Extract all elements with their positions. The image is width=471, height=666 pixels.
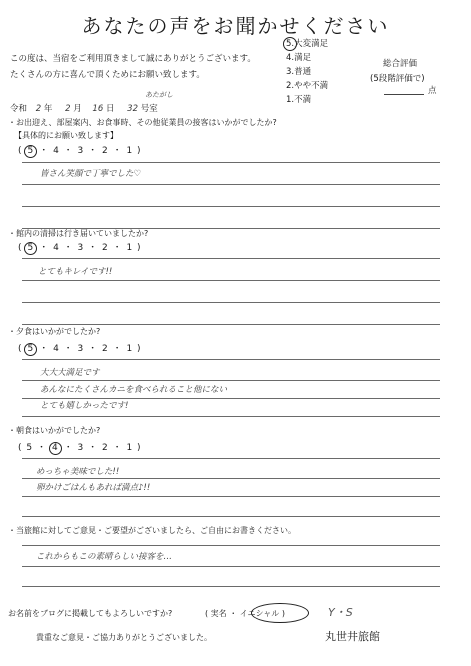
day-value: 16 xyxy=(92,104,104,114)
scale-item-3: 3.普通 xyxy=(286,67,312,77)
q3-question: ・夕食はいかがでしたか? xyxy=(8,327,101,336)
q1-sub: 【具体的にお願い致します】 xyxy=(14,131,118,140)
q3-rule xyxy=(22,416,440,417)
q2-rule xyxy=(22,302,440,303)
scale-item-2: 2.やや不満 xyxy=(286,81,329,91)
ryokan-name: 丸世井旅館 xyxy=(325,630,380,643)
date-room-line xyxy=(10,102,158,114)
q2-rule xyxy=(22,258,440,259)
q4-comment-1: めっちゃ美味でした!! xyxy=(36,467,120,477)
scale-5-circle-mark xyxy=(283,37,297,51)
year-unit: 年 xyxy=(43,104,53,114)
q5-rule xyxy=(22,545,440,546)
room-reading: あたがし xyxy=(145,91,173,99)
q2-rating-row: ( 5 ・ 4 ・ 3 ・ 2 ・ 1 ) xyxy=(18,243,142,253)
q3-comment-2: あんなにたくさんカニを食べられること他にない xyxy=(40,385,228,395)
blog-initials: Y・S xyxy=(328,606,353,619)
q5-rule xyxy=(22,586,440,587)
page-title: あなたの声をお聞かせください xyxy=(81,14,390,38)
points-unit: 点 xyxy=(428,86,437,96)
q3-rule xyxy=(22,359,440,360)
q4-rule xyxy=(22,478,440,479)
blog-options: ( 実名 ・ イニシャル ) xyxy=(205,609,285,618)
overall-score-blank xyxy=(384,94,424,95)
q1-rating-row: ( 5 ・ 4 ・ 3 ・ 2 ・ 1 ) xyxy=(18,146,142,156)
q4-rule xyxy=(22,458,440,459)
q4-rating-row: ( 5 ・ 4 ・ 3 ・ 2 ・ 1 ) xyxy=(18,443,142,453)
overall-rating-label: 総合評価 xyxy=(383,59,418,69)
q3-comment-1: 大大大満足です xyxy=(40,368,100,378)
room-value: 32 xyxy=(127,104,138,114)
q3-selected-5: 5 xyxy=(24,343,37,356)
q5-comment-1: これからもこの素晴らしい接客を… xyxy=(36,552,173,562)
q2-comment-1: とてもキレイです!! xyxy=(38,267,113,277)
scale-item-4: 4.満足 xyxy=(286,53,312,63)
q2-rule xyxy=(22,280,440,281)
q1-rule xyxy=(22,162,440,163)
scale-item-1: 1.不満 xyxy=(286,95,312,105)
option-initial-label: イニシャル xyxy=(239,609,280,618)
q2-selected-5: 5 xyxy=(24,242,37,255)
month-value: 2 xyxy=(65,104,71,114)
intro-line-1: この度は、当宿をご利用頂きまして誠にありがとうございます。 xyxy=(10,54,256,64)
q1-rule xyxy=(22,184,440,185)
q3-rule xyxy=(22,380,440,381)
q3-rating-row: ( 5 ・ 4 ・ 3 ・ 2 ・ 1 ) xyxy=(18,344,142,354)
q1-rule xyxy=(22,206,440,207)
initial-selected-mark xyxy=(251,603,309,623)
q2-rule xyxy=(22,324,440,325)
room-unit: 号室 xyxy=(140,104,158,114)
q2-question: ・館内の清掃は行き届いていましたか? xyxy=(8,229,149,238)
closing-message: 貴重なご意見・ご協力ありがとうございました。 xyxy=(36,633,212,642)
intro-line-2: たくさんの方に喜んで頂くためにお願い致します。 xyxy=(10,70,205,80)
q4-question: ・朝食はいかがでしたか? xyxy=(8,426,101,435)
q1-question: ・お出迎え、部屋案内、お食事時、その他従業員の接客はいかがでしたか? xyxy=(8,118,277,127)
q4-selected-4: 4 xyxy=(49,442,62,455)
overall-rating-note: (5段階評価で) xyxy=(370,74,425,84)
q5-question: ・当旅館に対してご意見・ご要望がございましたら、ご自由にお書きください。 xyxy=(8,526,296,535)
option-real-name: 実名 xyxy=(210,609,227,618)
q1-selected-5: 5 xyxy=(24,145,37,158)
scale-item-5: 5.大変満足 xyxy=(286,39,329,49)
q4-comment-2: 卵かけごはんもあれば満点♪!! xyxy=(36,483,151,493)
q4-rule xyxy=(22,496,440,497)
q1-comment-1: 皆さん笑顔で丁寧でした♡ xyxy=(40,169,142,179)
day-unit: 日 xyxy=(105,104,115,114)
year-value: 2 xyxy=(35,104,42,114)
q3-comment-3: とても嬉しかったです! xyxy=(40,401,129,411)
month-unit: 月 xyxy=(73,104,82,114)
q4-rule xyxy=(22,516,440,517)
q5-rule xyxy=(22,566,440,567)
blog-question: お名前をブログに掲載してもよろしいですか? xyxy=(8,609,173,618)
era-label: 令和 xyxy=(10,104,28,114)
